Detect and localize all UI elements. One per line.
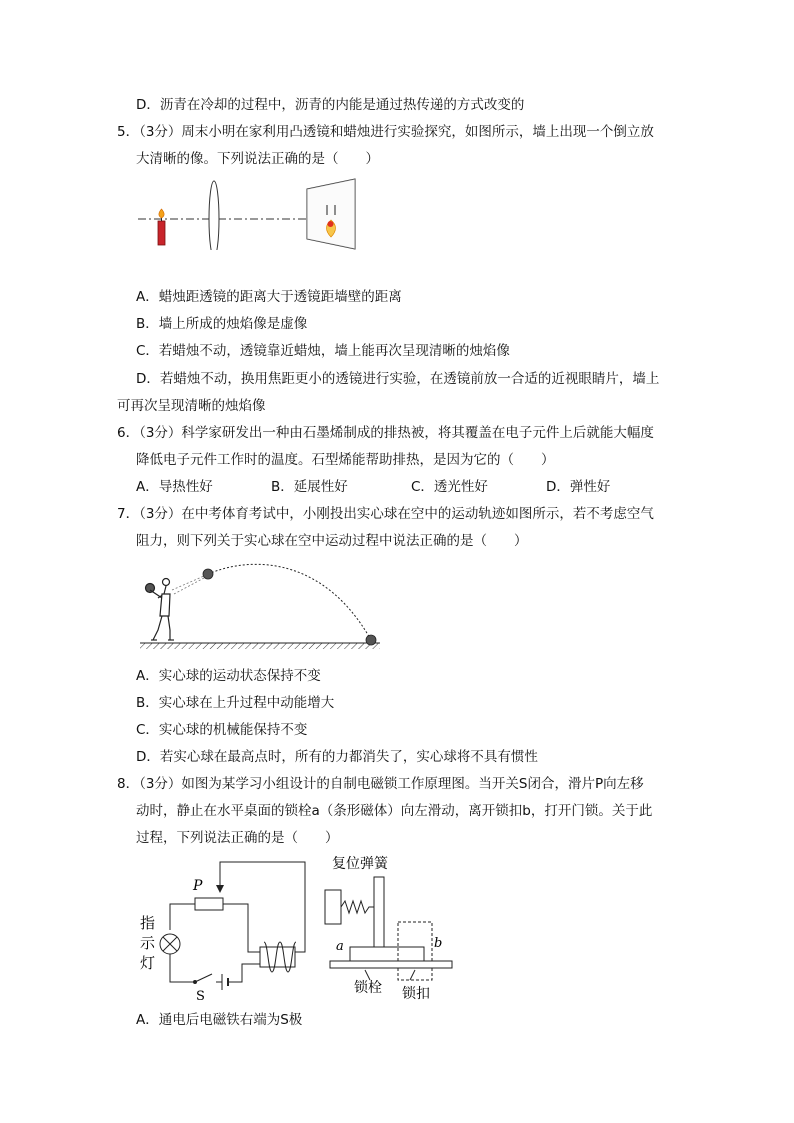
- question-6-stem-line-2: 降低电子元件工作时的温度。石型烯能帮助排热，是因为它的（ ）: [136, 452, 555, 468]
- athlete: [146, 579, 175, 641]
- question-5-option-d-line-2: 可再次呈现清晰的烛焰像: [117, 398, 266, 414]
- label-lock-bolt: 锁栓: [354, 980, 382, 996]
- question-6-option-b: B．延展性好: [271, 479, 348, 495]
- question-6-option-c: C．透光性好: [411, 479, 488, 495]
- label-indicator-2: 示: [140, 934, 156, 952]
- question-8-stem-line-1: 8．（3分）如图为某学习小组设计的自制电磁锁工作原理图。当开关S闭合，滑片P向左移: [117, 776, 644, 792]
- question-5-stem-line-1: 5．（3分）周末小明在家利用凸透镜和蜡烛进行实验探究，如图所示，墙上出现一个倒立放: [117, 124, 654, 140]
- convex-lens: [209, 181, 219, 250]
- trajectory-curve: [208, 564, 371, 640]
- label-a: a: [336, 939, 344, 954]
- rheostat: [195, 898, 223, 910]
- shot-put-trajectory-figure: [136, 560, 386, 656]
- ground: [140, 643, 380, 649]
- bolt-post: [374, 877, 384, 947]
- question-5-option-a: A．蜡烛距透镜的距离大于透镜距墙壁的距离: [136, 289, 402, 305]
- label-s: S: [196, 989, 205, 1002]
- question-7-option-c: C．实心球的机械能保持不变: [136, 722, 308, 738]
- label-b: b: [434, 936, 443, 951]
- question-7-option-d: D．若实心球在最高点时，所有的力都消失了，实心球将不具有惯性: [136, 749, 538, 765]
- reset-spring: [341, 901, 374, 913]
- switch-s: [195, 974, 212, 982]
- ball-landed: [366, 635, 376, 645]
- label-lock-catch: 锁扣: [402, 986, 430, 1002]
- question-4-option-d: D．沥青在冷却的过程中，沥青的内能是通过热传递的方式改变的: [136, 97, 525, 113]
- question-8-stem-line-3: 过程，下列说法正确的是（ ）: [136, 830, 339, 846]
- table-surface: [330, 961, 452, 968]
- lock-bolt-a: [350, 947, 424, 961]
- question-5-stem-line-2: 大清晰的像。下列说法正确的是（ ）: [136, 151, 379, 167]
- electromagnetic-lock-figure: [130, 852, 460, 1002]
- question-6-option-a: A．导热性好: [136, 479, 213, 495]
- question-5-option-c: C．若蜡烛不动，透镜靠近蜡烛，墙上能再次呈现清晰的烛焰像: [136, 343, 510, 359]
- question-6-stem-line-1: 6．（3分）科学家研发出一种由石墨烯制成的排热被，将其覆盖在电子元件上后就能大幅度: [117, 425, 654, 441]
- label-indicator-3: 灯: [140, 954, 156, 972]
- question-5-option-b: B．墙上所成的烛焰像是虚像: [136, 316, 308, 332]
- question-7-option-b: B．实心球在上升过程中动能增大: [136, 695, 335, 711]
- label-indicator-1: 指: [140, 914, 156, 932]
- label-reset-spring: 复位弹簧: [332, 856, 388, 872]
- question-7-option-a: A．实心球的运动状态保持不变: [136, 668, 321, 684]
- question-8-option-a: A．通电后电磁铁右端为S极: [136, 1012, 303, 1028]
- question-6-option-d: D．弹性好: [546, 479, 611, 495]
- wall-block: [325, 890, 341, 924]
- question-8-stem-line-2: 动时，静止在水平桌面的锁栓a（条形磁体）向左滑动，离开锁扣b，打开门锁。关于此: [136, 803, 653, 819]
- candle: [158, 209, 165, 245]
- ball-released: [203, 569, 213, 579]
- label-p: P: [193, 878, 203, 894]
- question-7-stem-line-2: 阻力，则下列关于实心球在空中运动过程中说法正确的是（ ）: [136, 533, 528, 549]
- question-5-option-d-line-1: D．若蜡烛不动，换用焦距更小的透镜进行实验，在透镜前放一合适的近视眼睛片，墙上: [136, 371, 660, 387]
- convex-lens-candle-figure: [134, 175, 364, 250]
- question-7-stem-line-1: 7．（3分）在中考体育考试中，小刚投出实心球在空中的运动轨迹如图所示，若不考虑空气: [117, 506, 654, 522]
- wall-screen: [307, 179, 355, 249]
